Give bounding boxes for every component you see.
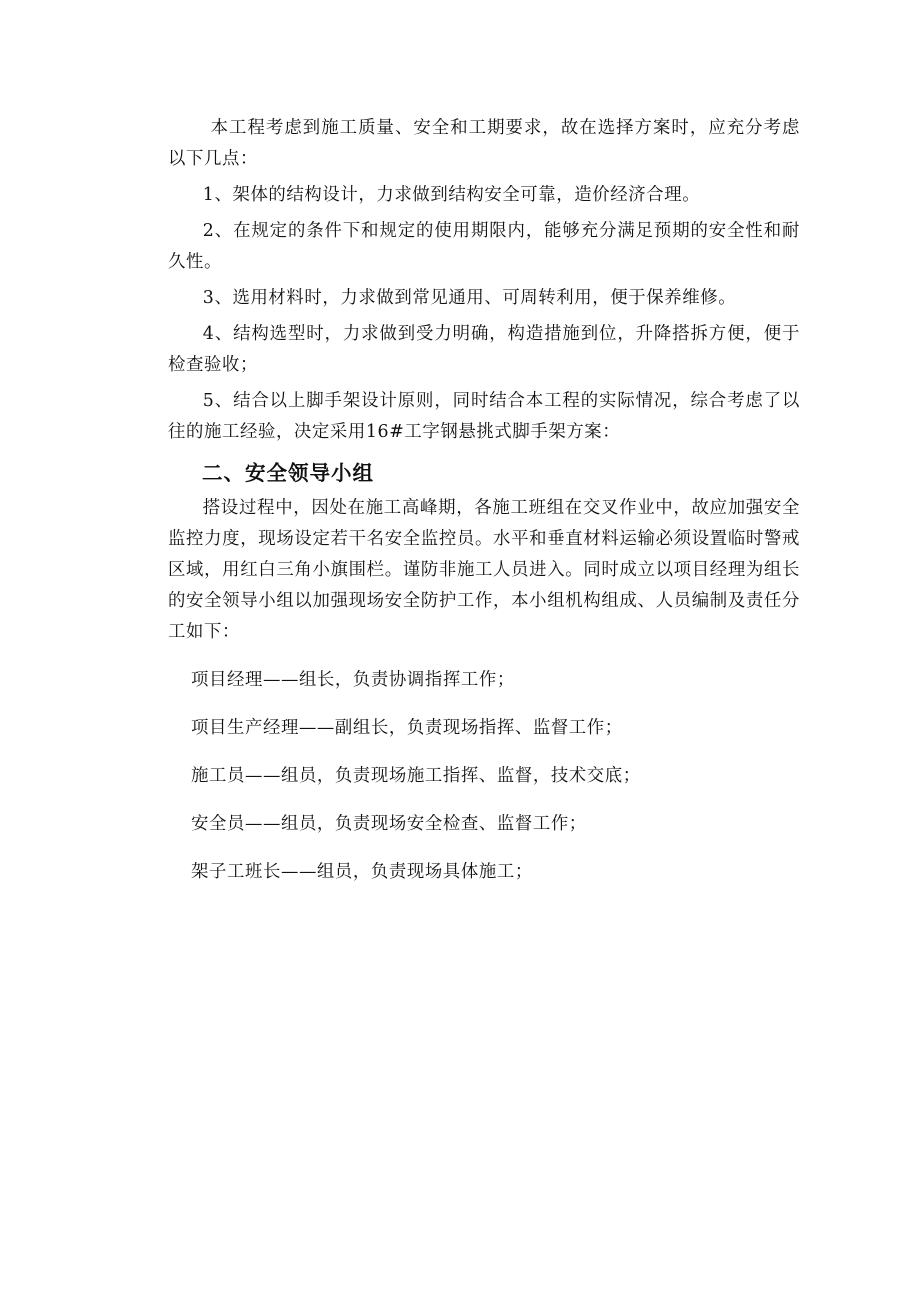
- role-list: [168, 656, 800, 896]
- role-item: 安全员——组员，负责现场安全检查、监督工作；: [191, 814, 587, 834]
- design-point-2: 2、在规定的条件下和规定的使用期限内，能够充分满足预期的安全性和耐久性。: [168, 221, 800, 272]
- intro-paragraph: 本工程考虑到施工质量、安全和工期要求，故在选择方案时，应充分考虑以下几点：: [168, 118, 800, 169]
- section-body-paragraph: 搭设过程中，因处在施工高峰期，各施工班组在交叉作业中，故应加强安全监控力度，现场设定若干名安全监控员。水平和垂直材料运输必须设置临时警戒区域，用红白三角小旗围栏。谨防非施工人员进入。同时成立以项目经理为组长的安全领导小组以加强现场安全防护工作，本小组机构组成、人员编制及责任分工如下：: [168, 498, 800, 642]
- role-item: 架子工班长——组员，负责现场具体施工；: [191, 862, 533, 882]
- role-item: 项目经理——组长，负责协调指挥工作；: [191, 670, 515, 690]
- design-point-4: 4、结构选型时，力求做到受力明确，构造措施到位，升降搭拆方便，便于检查验收；: [168, 324, 800, 375]
- design-point-1: 1、架体的结构设计，力求做到结构安全可靠，造价经济合理。: [202, 185, 701, 205]
- role-item: 项目生产经理——副组长，负责现场指挥、监督工作；: [191, 718, 623, 738]
- design-point-5: 5、结合以上脚手架设计原则，同时结合本工程的实际情况，综合考虑了以往的施工经验，决定采用16#工字钢悬挑式脚手架方案：: [168, 391, 800, 442]
- document-body: [168, 113, 800, 896]
- design-point-3: 3、选用材料时，力求做到常见通用、可周转利用，便于保养维修。: [202, 288, 737, 308]
- role-item: 施工员——组员，负责现场施工指挥、监督，技术交底；: [191, 766, 641, 786]
- section-heading: 二、安全领导小组: [202, 461, 374, 485]
